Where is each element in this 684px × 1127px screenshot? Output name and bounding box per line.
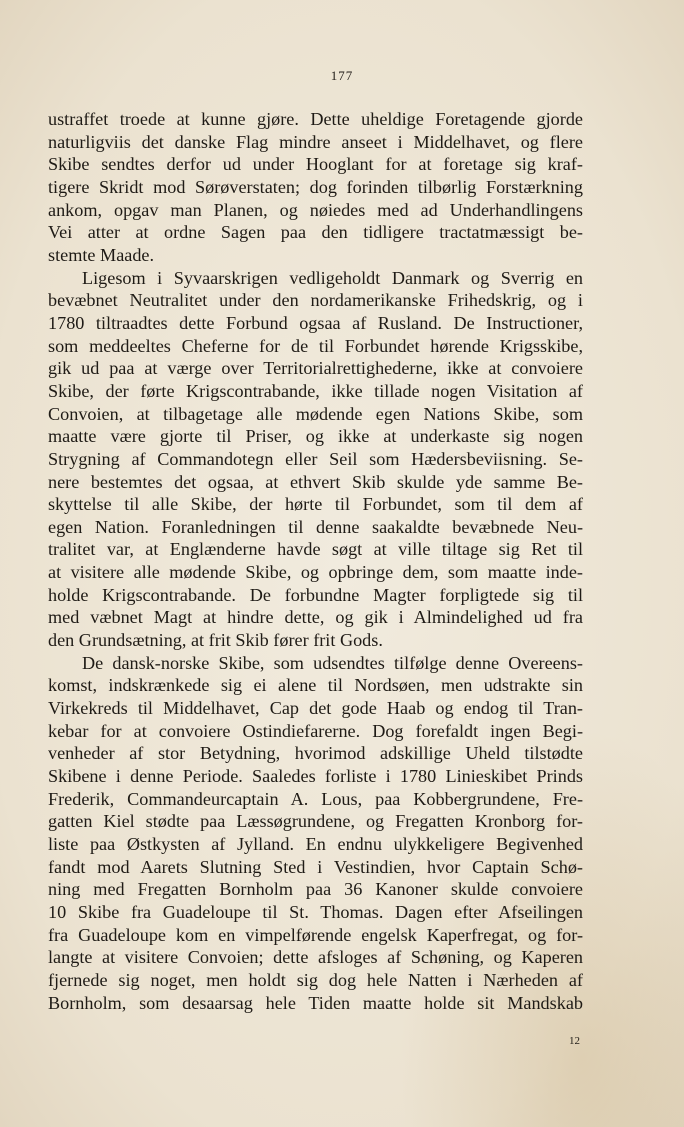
text-line: egen Nation. Foranledningen til denne saakaldte bevæbnede Neu- xyxy=(48,516,583,537)
text-line: ustraffet troede at kunne gjøre. Dette uheldige Foretagende gjorde xyxy=(48,109,583,129)
text-line: fjernede sig noget, men holdt sig dog hele Natten i Nærheden af xyxy=(48,969,583,990)
page-number: 177 xyxy=(330,68,354,83)
body-text xyxy=(48,108,583,1014)
text-line: Strygning af Commandotegn eller Seil som Hædersbeviisning. Se- xyxy=(48,448,583,469)
text-line: liste paa Østkysten af Jylland. En endnu ulykkeligere Begivenhed xyxy=(48,834,583,854)
signature-mark: 12 xyxy=(569,1035,580,1047)
text-line: 1780 tiltraadtes dette Forbund ogsaa af Rusland. De Instructioner, xyxy=(48,312,583,333)
text-line: naturligviis det danske Flag mindre anseet i Middelhavet, og flere xyxy=(48,131,583,152)
paragraph xyxy=(48,108,583,267)
text-line: stemte Maade. xyxy=(48,244,155,265)
text-line: Bornholm, som desaarsag hele Tiden maatte holde sit Mandskab xyxy=(48,992,583,1013)
text-line: bevæbnet Neutralitet under den nordamerikanske Frihedskrig, og i xyxy=(48,290,583,311)
text-line: nere bestemtes det ogsaa, at ethvert Skib skulde yde samme Be- xyxy=(48,471,583,492)
text-line: komst, indskrænkede sig ei alene til Nordsøen, men udstrakte sin xyxy=(48,675,583,696)
text-line: Frederik, Commandeurcaptain A. Lous, paa Kobbergrundene, Fre- xyxy=(48,788,583,809)
text-line: ankom, opgav man Planen, og nøiedes med ad Underhandlingens xyxy=(48,199,583,220)
text-line: holde Krigscontrabande. De forbundne Magter forpligtede sig til xyxy=(48,584,583,605)
text-line: kebar for at convoiere Ostindiefarerne. Dog forefaldt ingen Begi- xyxy=(48,720,583,741)
paragraph xyxy=(48,267,583,652)
text-line: fra Guadeloupe kom en vimpelførende engelsk Kaperfregat, og for- xyxy=(48,924,583,945)
text-line: Virkekreds til Middelhavet, Cap det gode Haab og endog til Tran- xyxy=(48,698,583,719)
text-line: som meddeeltes Cheferne for de til Forbundet hørende Krigsskibe, xyxy=(48,335,583,356)
text-line: maatte være gjorte til Priser, og ikke at underkaste sig nogen xyxy=(48,426,583,447)
text-line: fandt mod Aarets Slutning Sted i Vestindien, hvor Captain Schø- xyxy=(48,856,583,877)
text-line: Vei atter at ordne Sagen paa den tidligere tractatmæssigt be- xyxy=(48,222,583,243)
text-line: Skibe, der førte Krigscontrabande, ikke tillade nogen Visitation af xyxy=(48,380,583,401)
text-line: tralitet var, at Englænderne havde søgt at ville tiltage sig Ret til xyxy=(48,539,583,560)
text-line: ning med Fregatten Bornholm paa 36 Kanoner skulde convoiere xyxy=(48,879,583,900)
text-line: med væbnet Magt at hindre dette, og gik i Almindelighed ud fra xyxy=(48,607,583,628)
paragraph xyxy=(48,652,583,1015)
text-line: den Grundsætning, at frit Skib fører frit Gods. xyxy=(48,630,383,651)
text-line: 10 Skibe fra Guadeloupe til St. Thomas. Dagen efter Afseilingen xyxy=(48,901,583,922)
text-line: venheder af stor Betydning, hvorimod adskillige Uheld tilstødte xyxy=(48,743,583,764)
text-line: langte at visitere Convoien; dette afsloges af Schøning, og Kaperen xyxy=(48,947,583,968)
text-line: at visitere alle mødende Skibe, og opbringe dem, som maatte inde- xyxy=(48,562,583,583)
text-line: De dansk-norske Skibe, som udsendtes tilfølge denne Overeens- xyxy=(82,652,583,673)
text-line: Skibe sendtes derfor ud under Hooglant for at foretage sig kraf- xyxy=(48,154,583,175)
text-line: Ligesom i Syvaarskrigen vedligeholdt Danmark og Sverrig en xyxy=(82,267,583,288)
text-line: skyttelse til alle Skibe, der hørte til Forbundet, som til dem af xyxy=(48,494,583,515)
text-line: gik ud paa at værge over Territorialrettighederne, ikke at convoiere xyxy=(48,358,583,379)
text-line: gatten Kiel stødte paa Læssøgrundene, og Fregatten Kronborg for- xyxy=(48,811,583,832)
text-line: Skibene i denne Periode. Saaledes forliste i 1780 Linieskibet Prinds xyxy=(48,766,583,787)
text-line: tigere Skridt mod Sørøverstaten; dog forinden tilbørlig Forstærkning xyxy=(48,176,583,197)
text-line: Convoien, at tilbagetage alle mødende egen Nations Skibe, som xyxy=(48,403,583,424)
